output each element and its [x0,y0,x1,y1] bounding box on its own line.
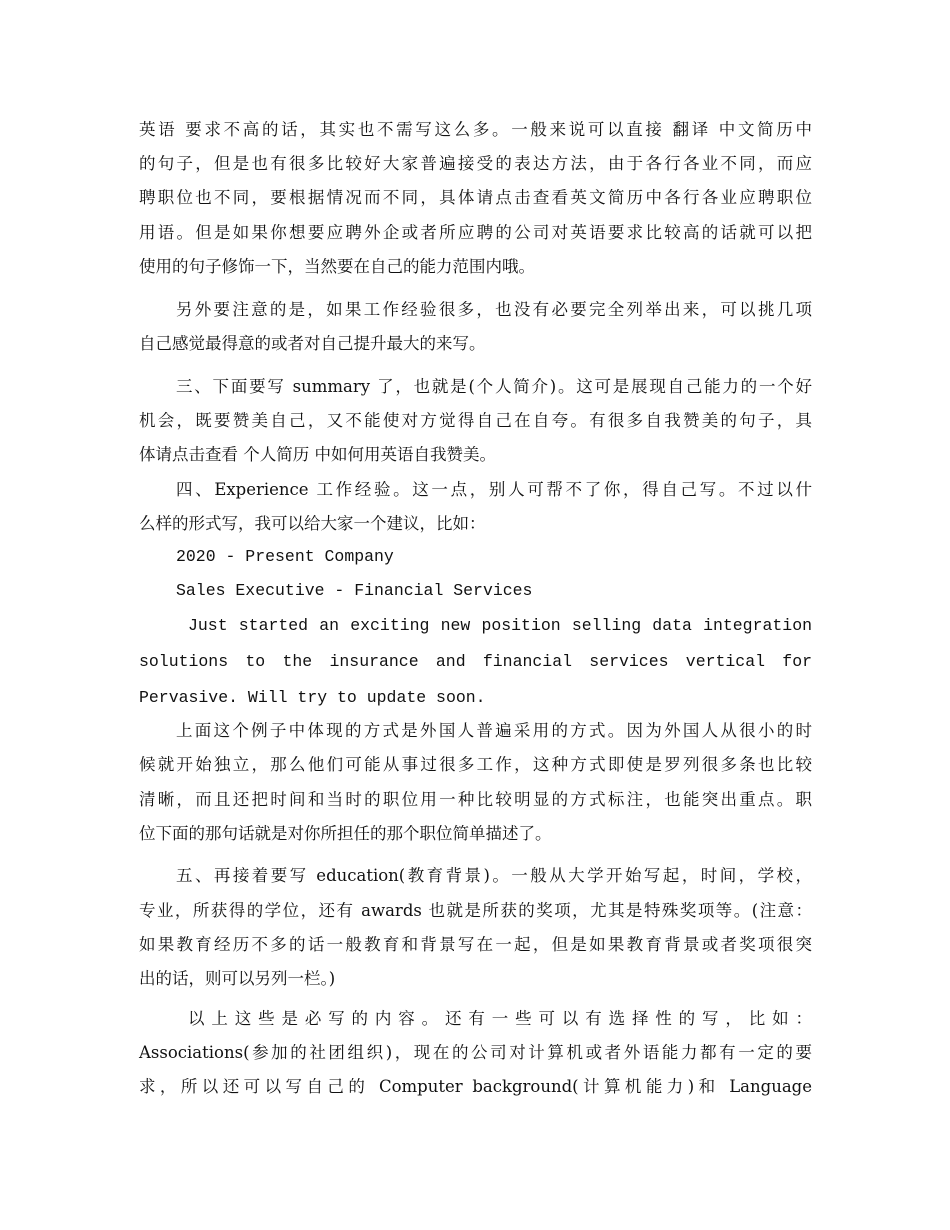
text-line: 四、Experience 工作经验。这一点，别人可帮不了你，得自己写。不过以什 [176,480,812,499]
text-line: 上面这个例子中体现的方式是外国人普遍采用的方式。因为外国人从很小的时 [176,721,812,740]
text-line: 如果教育经历不多的话一般教育和背景写在一起，但是如果教育背景或者奖项很突 [139,935,812,954]
text-line: 五、再接着要写 education(教育背景)。一般从大学开始写起，时间，学校， [176,866,812,885]
text-line: Just started an exciting new position selling data integration [188,616,812,635]
text-line: 的句子，但是也有很多比较好大家普遍接受的表达方法，由于各行各业不同，而应 [139,154,812,173]
text-line: Sales Executive - Financial Services [176,581,533,600]
text-line: 英语 要求不高的话，其实也不需写这么多。一般来说可以直接 翻译 中文简历中 [139,120,812,139]
text-line: 三、下面要写 summary 了，也就是(个人简介)。这可是展现自己能力的一个好 [176,377,812,396]
text-line: 自己感觉最得意的或者对自己提升最大的来写。 [139,334,486,353]
text-line: 体请点击查看 个人简历 中如何用英语自我赞美。 [139,445,496,464]
text-line: solutions to the insurance and financial services vertical for [139,652,812,671]
text-line: 位下面的那句话就是对你所担任的那个职位简单描述了。 [139,824,552,843]
text-line: 聘职位也不同，要根据情况而不同，具体请点击查看英文简历中各行各业应聘职位 [139,188,812,207]
text-line: 2020 - Present Company [176,547,394,566]
text-line: 机会，既要赞美自己，又不能使对方觉得自己在自夸。有很多自我赞美的句子，具 [139,411,812,430]
text-line: 候就开始独立，那么他们可能从事过很多工作，这种方式即使是罗列很多条也比较 [139,755,812,774]
text-line: 用语。但是如果你想要应聘外企或者所应聘的公司对英语要求比较高的话就可以把 [139,223,812,242]
text-line: 使用的句子修饰一下，当然要在自己的能力范围内哦。 [139,257,535,276]
text-line: 清晰，而且还把时间和当时的职位用一种比较明显的方式标注，也能突出重点。职 [139,790,812,809]
text-line: 以上这些是必写的内容。还有一些可以有选择性的写，比如： [188,1009,812,1028]
text-line: Associations(参加的社团组织)，现在的公司对计算机或者外语能力都有一定的要 [139,1043,812,1062]
text-line: 专业，所获得的学位，还有 awards 也就是所获的奖项，尤其是特殊奖项等。(注意： [139,901,812,920]
text-line: 求，所以还可以写自己的 Computer background(计算机能力)和 Language [139,1077,812,1096]
text-line: Pervasive. Will try to update soon. [139,688,486,707]
text-line: 出的话，则可以另列一栏。) [139,969,336,988]
text-line: 另外要注意的是，如果工作经验很多，也没有必要完全列举出来，可以挑几项 [176,300,812,319]
text-line: 么样的形式写，我可以给大家一个建议，比如： [139,514,486,533]
